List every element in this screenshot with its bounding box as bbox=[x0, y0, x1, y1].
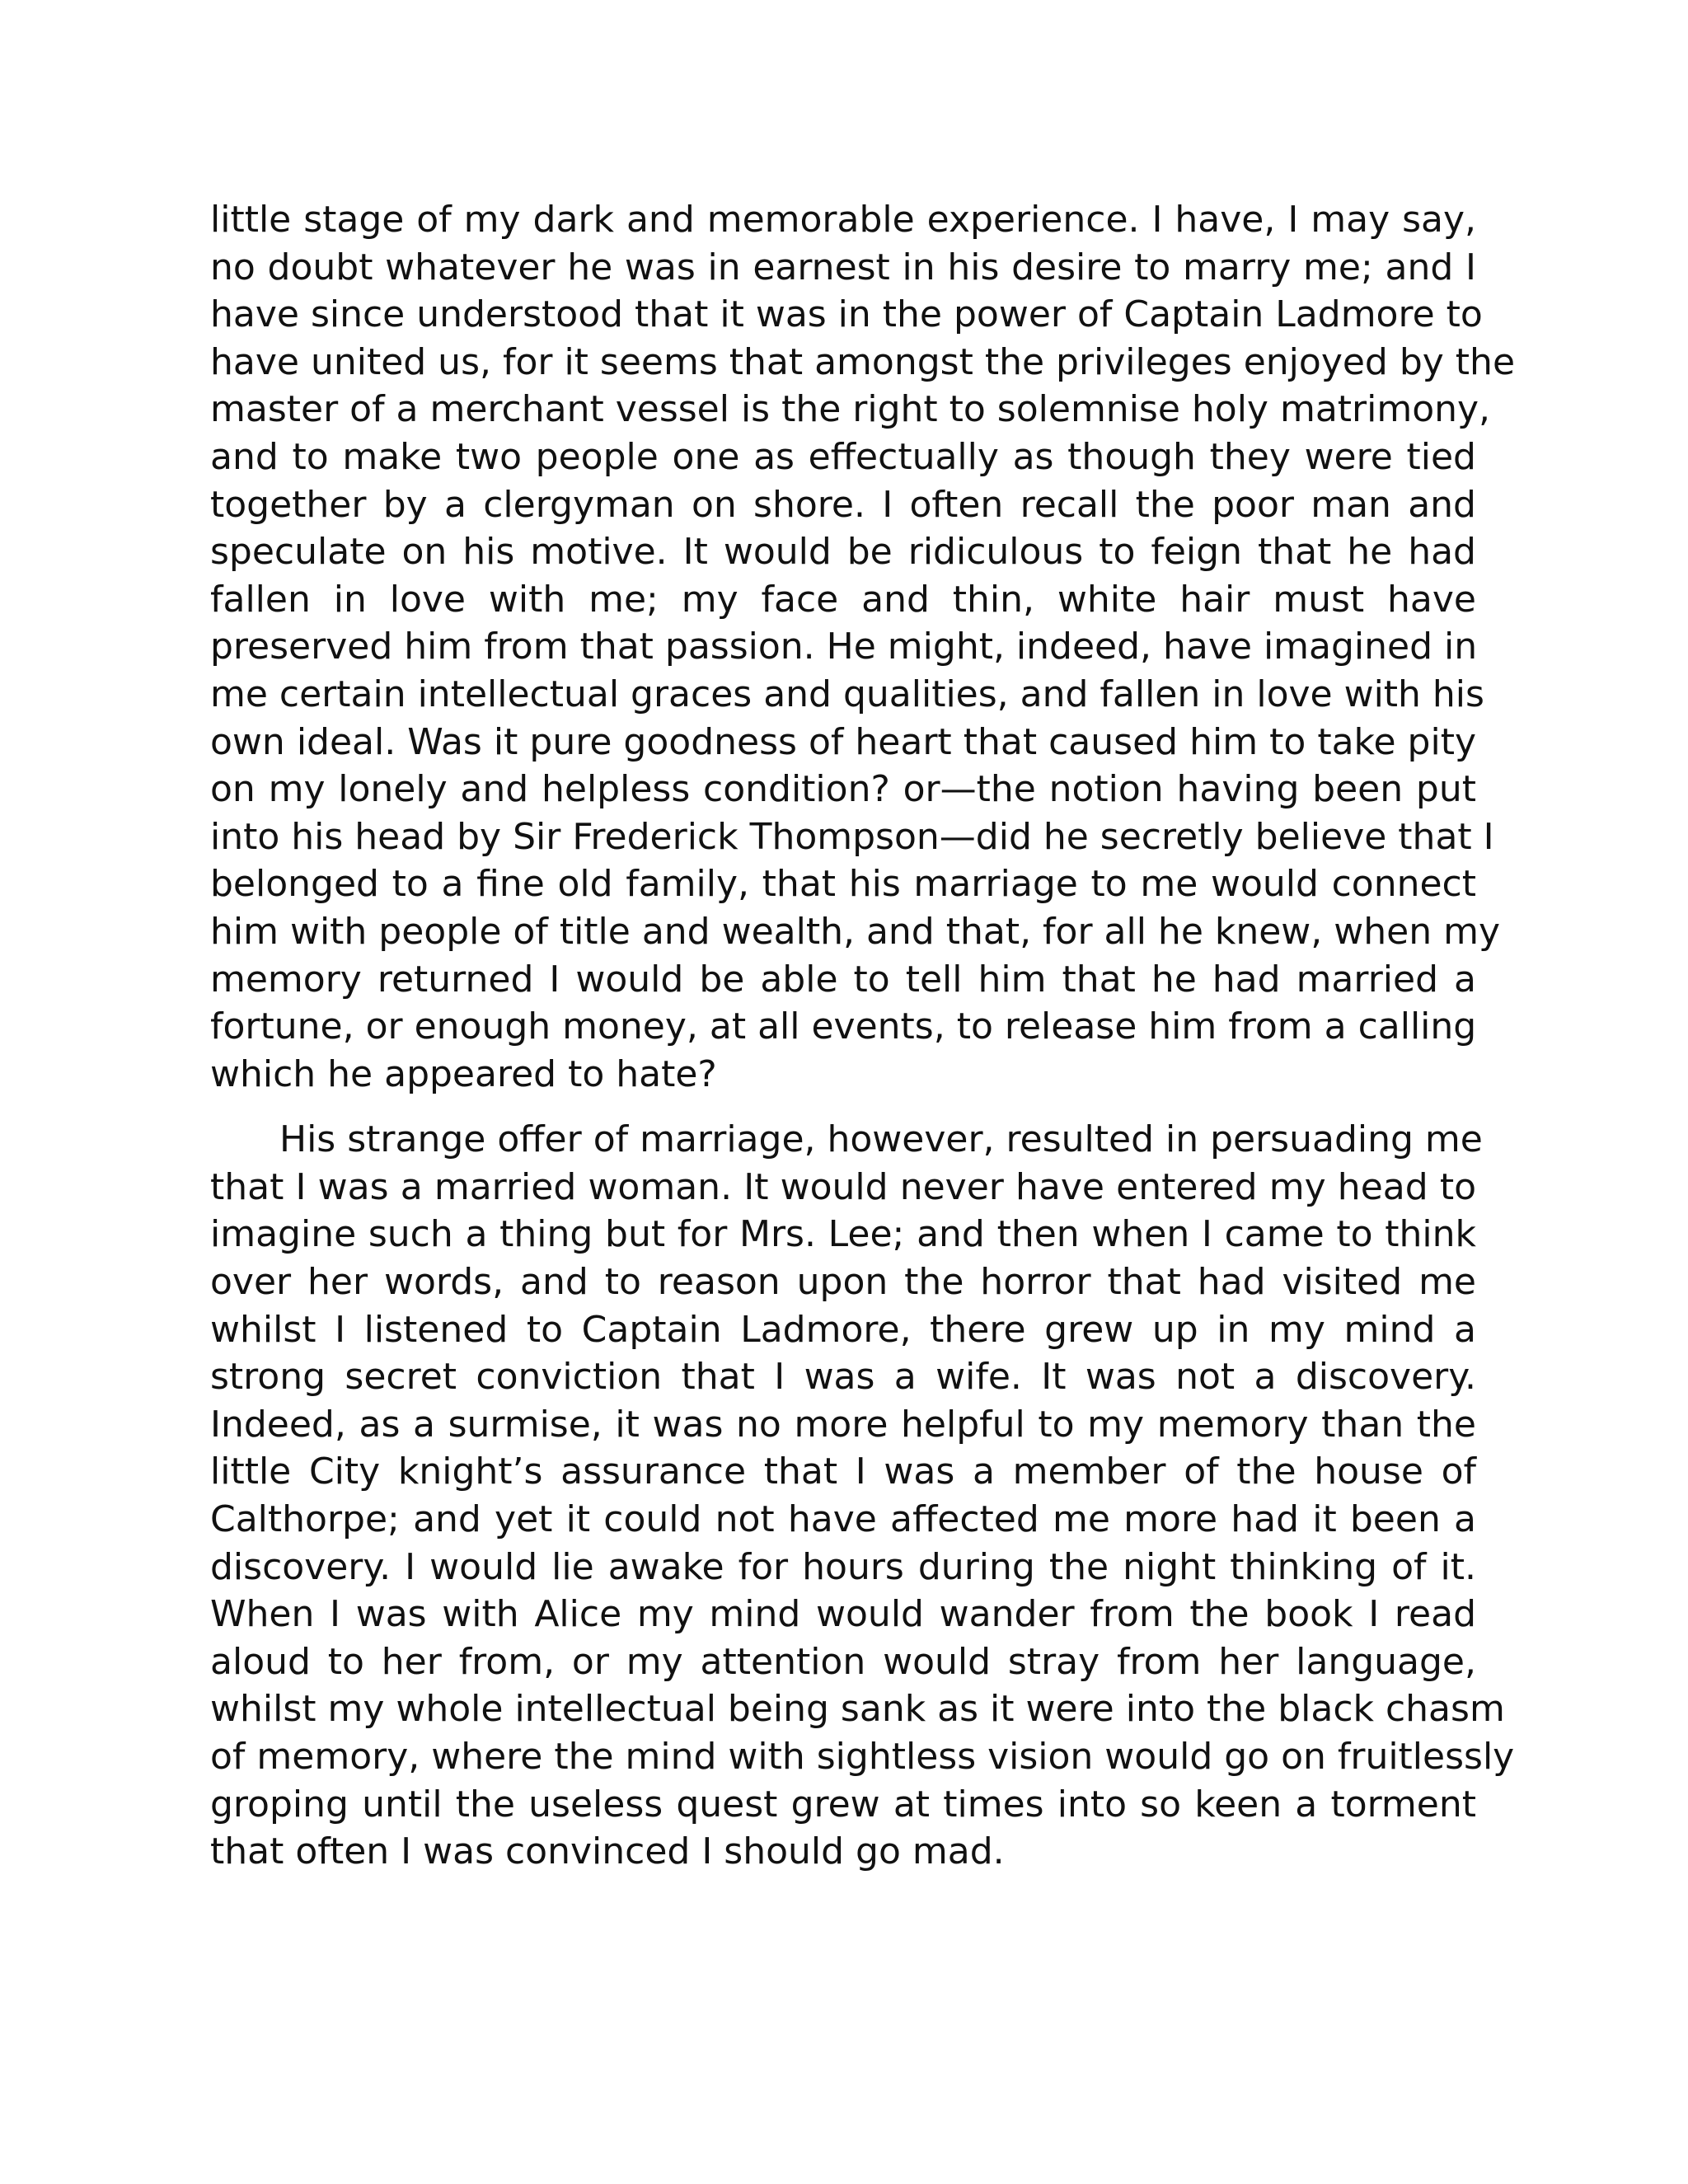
text-line: imagine such a thing but for Mrs. Lee; and then when I came to think bbox=[210, 1213, 1476, 1256]
paragraph-2 bbox=[210, 1116, 1515, 1876]
text-line: me certain intellectual graces and qualities, and fallen in love with his bbox=[210, 673, 1484, 715]
text-line: that I was a married woman. It would never have entered my head to bbox=[210, 1165, 1476, 1208]
text-line: His strange offer of marriage, however, resulted in persuading me bbox=[279, 1118, 1483, 1161]
text-line: no doubt whatever he was in earnest in his desire to marry me; and I bbox=[210, 246, 1476, 288]
text-line: have since understood that it was in the power of Captain Ladmore to bbox=[210, 293, 1483, 336]
text-line: speculate on his motive. It would be ridiculous to feign that he had bbox=[210, 531, 1476, 574]
text-line: of memory, where the mind with sightless vision would go on fruitlessly bbox=[210, 1736, 1515, 1778]
text-line: into his head by Sir Frederick Thompson—did he secretly believe that I bbox=[210, 815, 1494, 858]
text-line: discovery. I would lie awake for hours during the night thinking of it. bbox=[210, 1545, 1476, 1588]
text-line: on my lonely and helpless condition? or—the notion having been put bbox=[210, 768, 1476, 811]
text-line: When I was with Alice my mind would wander from the book I read bbox=[210, 1593, 1476, 1636]
text-line: together by a clergyman on shore. I often recall the poor man and bbox=[210, 483, 1476, 526]
text-line: preserved him from that passion. He might, indeed, have imagined in bbox=[210, 626, 1478, 668]
text-line: whilst I listened to Captain Ladmore, there grew up in my mind a bbox=[210, 1308, 1476, 1351]
text-line: have united us, for it seems that amongst the privileges enjoyed by the bbox=[210, 340, 1516, 383]
text-line: fortune, or enough money, at all events, to release him from a calling bbox=[210, 1005, 1477, 1048]
text-line: strong secret conviction that I was a wife. It was not a discovery. bbox=[210, 1356, 1476, 1399]
text-line: fallen in love with me; my face and thin, white hair must have bbox=[210, 578, 1476, 621]
text-line: aloud to her from, or my attention would stray from her language, bbox=[210, 1640, 1476, 1683]
text-line: little City knight’s assurance that I was a member of the house of bbox=[210, 1451, 1476, 1493]
text-line: which he appeared to hate? bbox=[210, 1052, 717, 1095]
text-line: whilst my whole intellectual being sank as it were into the black chasm bbox=[210, 1688, 1505, 1731]
text-line: and to make two people one as effectually as though they were tied bbox=[210, 435, 1476, 478]
text-line: over her words, and to reason upon the horror that had visited me bbox=[210, 1261, 1476, 1304]
paragraph-1 bbox=[210, 196, 1516, 1098]
text-line: belonged to a fine old family, that his marriage to me would connect bbox=[210, 863, 1476, 906]
text-line: own ideal. Was it pure goodness of heart that caused him to take pity bbox=[210, 720, 1476, 763]
text-line: little stage of my dark and memorable experience. I have, I may say, bbox=[210, 199, 1476, 241]
text-line: groping until the useless quest grew at times into so keen a torment bbox=[210, 1783, 1476, 1825]
text-line: Calthorpe; and yet it could not have affected me more had it been a bbox=[210, 1498, 1476, 1541]
text-line: memory returned I would be able to tell him that he had married a bbox=[210, 958, 1476, 1001]
text-line: master of a merchant vessel is the right to solemnise holy matrimony, bbox=[210, 388, 1491, 431]
text-line: that often I was convinced I should go mad. bbox=[210, 1830, 1005, 1873]
text-line: Indeed, as a surmise, it was no more helpful to my memory than the bbox=[210, 1403, 1476, 1446]
text-line: him with people of title and wealth, and that, for all he knew, when my bbox=[210, 910, 1500, 953]
document-page bbox=[210, 196, 1516, 1876]
